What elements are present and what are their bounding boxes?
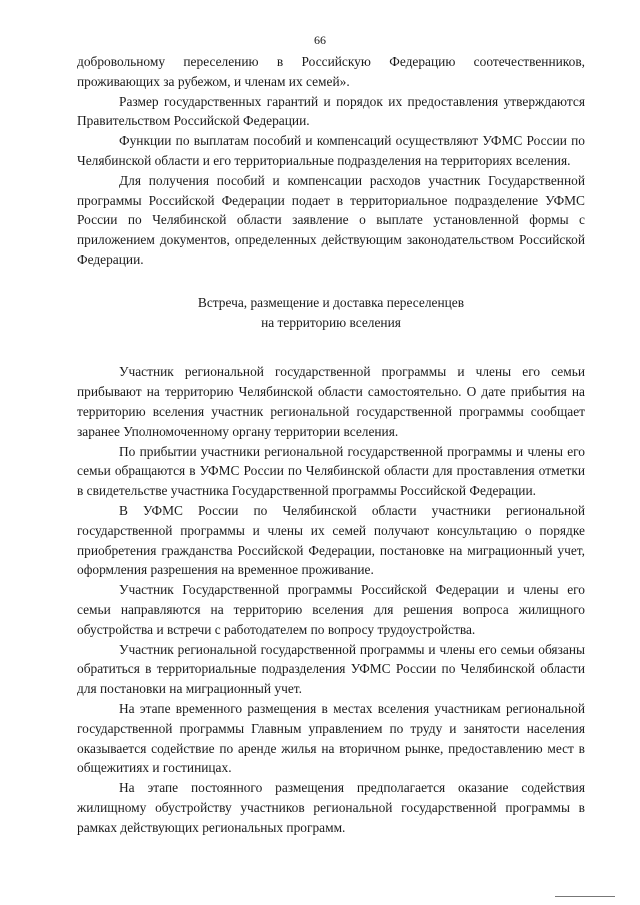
page-number: 66 xyxy=(314,33,326,47)
section-heading xyxy=(77,293,585,333)
paragraph: Участник региональной государственной программы и члены его семьи обязаны обратиться в территориальные подразделения УФМС России по Челябинской области для постановки на миграционный учет. xyxy=(77,641,585,697)
document-body xyxy=(77,52,585,837)
section-heading-line: Встреча, размещение и доставка переселенцев xyxy=(197,294,465,310)
paragraph: добровольному переселению в Российскую Федерацию соотечественников, проживающих за рубежом, и членам их семей». xyxy=(77,54,585,89)
paragraph: Для получения пособий и компенсации расходов участник Государственной программы Российской Федерации подает в территориальное подразделение УФМС России по Челябинской области заявление о выплате установленной формы с приложением документов, определенных действующим законодательством Российской Федерации. xyxy=(77,172,585,267)
paragraph: На этапе постоянного размещения предполагается оказание содействия жилищному обустройству участников региональной государственной программы в рамках действующих региональных программ. xyxy=(77,780,585,835)
paragraph: Участник Государственной программы Российской Федерации и члены его семьи направляются на территорию вселения для решения вопроса жилищного обустройства и встречи с работодателем по вопросу трудоустройства. xyxy=(77,582,585,637)
scan-artifact xyxy=(555,896,615,897)
paragraph: В УФМС России по Челябинской области участники региональной государственной программы и члены их семей получают консультацию о порядке приобретения гражданства Российской Федерации, постановке на миграционный учет, оформления разрешения на временное проживание. xyxy=(77,502,585,578)
paragraph: Функции по выплатам пособий и компенсаций осуществляют УФМС России по Челябинской области и его территориальные подразделения на территориях вселения. xyxy=(77,133,585,168)
paragraph: По прибытии участники региональной государственной программы и члены его семьи обращаются в УФМС России по Челябинской области для проставления отметки в свидетельстве участника Государственной программы Российской Федерации. xyxy=(77,443,585,499)
paragraph: Размер государственных гарантий и порядок их предоставления утверждаются Правительством Российской Федерации. xyxy=(77,93,585,129)
paragraph: Участник региональной государственной программы и члены его семьи прибывают на территорию Челябинской области самостоятельно. О дате прибытия на территорию вселения участник региональной государственной программы сообщает заранее Уполномоченному органу территории вселения. xyxy=(77,364,585,439)
paragraph: На этапе временного размещения в местах вселения участникам региональной государственной программы Главным управлением по труду и занятости населения оказывается содействие по аренде жилья на вторичном рынке, предоставлению мест в общежитиях и гостиницах. xyxy=(77,700,585,776)
section-heading-line: на территорию вселения xyxy=(261,314,401,330)
